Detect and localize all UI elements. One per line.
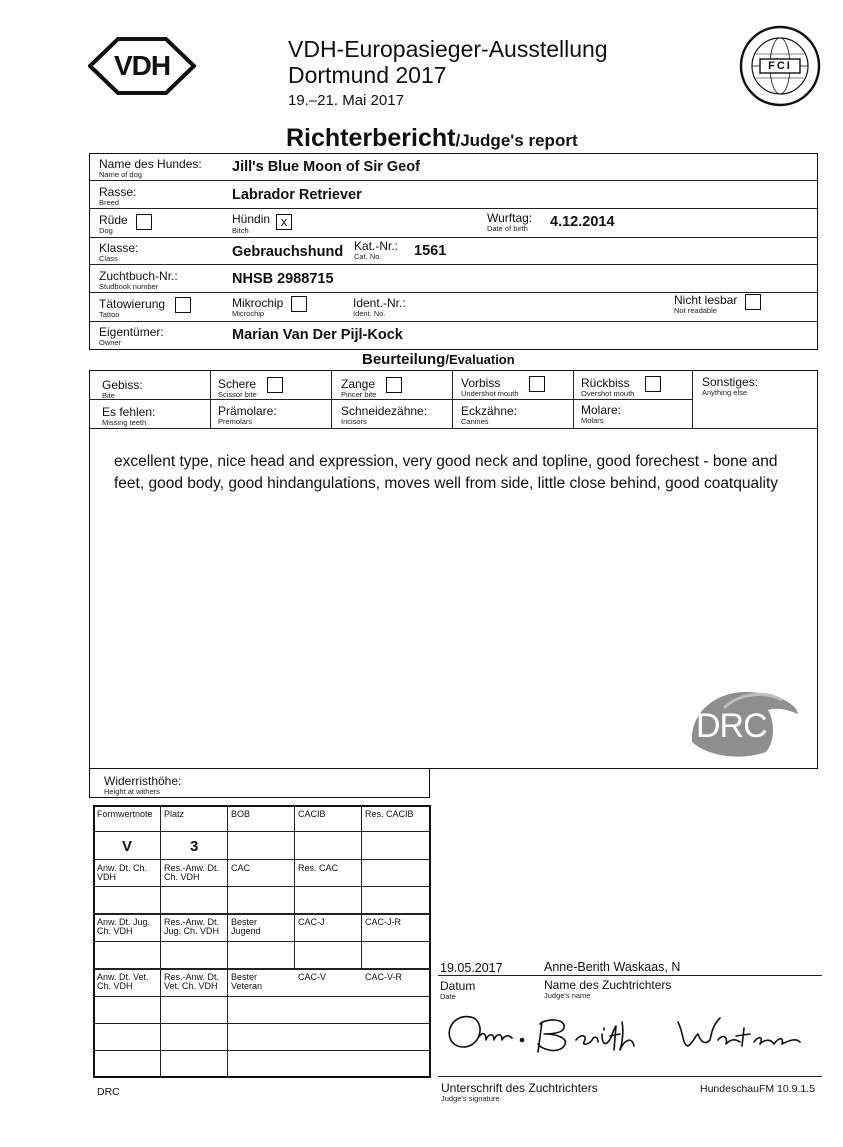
evaluation-title-main: Beurteilung (362, 351, 446, 368)
date-value: 19.05.2017 (440, 961, 503, 975)
date-label: Datum (440, 979, 476, 993)
missing-label: Es fehlen: (102, 405, 156, 419)
grade-header-res-cacib: Res. CACIB (365, 809, 414, 819)
footer-left: DRC (97, 1086, 120, 1098)
canines-label: Eckzähne: (461, 404, 518, 418)
title-anw-dt-ch: Anw. Dt. Ch. VDH (97, 863, 148, 882)
withers-sublabel: Height at withers (104, 787, 160, 796)
title-res-cac: Res. CAC (298, 863, 339, 873)
report-title-main: Richterbericht (286, 124, 456, 152)
footer-right: HundeschauFM 10.9.1.5 (700, 1083, 815, 1095)
premolars-sublabel: Premolars (218, 417, 253, 426)
chip-label: Mikrochip (232, 296, 284, 310)
missing-sublabel: Missing teeth (102, 418, 147, 427)
ident-sublabel: Ident. No. (353, 309, 386, 318)
report-title (286, 124, 578, 153)
title-res-anw-dt-ch: Res.-Anw. Dt. Ch. VDH (164, 863, 220, 882)
undershot-checkbox[interactable] (529, 376, 545, 392)
evaluation-title (362, 351, 515, 369)
overshot-checkbox[interactable] (645, 376, 661, 392)
withers-label: Widerristhöhe: (104, 774, 182, 788)
dog-name-sublabel: Name of dog (99, 170, 142, 179)
vdh-logo-text: VDH (113, 50, 171, 81)
molars-label: Molare: (581, 403, 622, 417)
studbook-value: NHSB 2988715 (232, 271, 334, 287)
chip-sublabel: Microchip (232, 309, 265, 318)
show-title: VDH-Europasieger-Ausstellung (288, 36, 608, 62)
female-checkbox[interactable]: x (276, 214, 292, 230)
chip-checkbox[interactable] (291, 296, 307, 312)
title-anw-dt-vet-ch: Anw. Dt. Vet. Ch. VDH (97, 972, 149, 991)
female-sublabel: Bitch (232, 226, 249, 235)
studbook-label: Zuchtbuch-Nr.: (99, 269, 178, 283)
male-label: Rüde (99, 213, 128, 227)
dob-label: Wurftag: (487, 211, 533, 225)
incisors-label: Schneidezähne: (341, 404, 428, 418)
title-anw-dt-jug-ch: Anw. Dt. Jug. Ch. VDH (97, 917, 151, 936)
ident-label: Ident.-Nr.: (353, 296, 406, 310)
title-cac-v-r: CAC-V-R (365, 972, 403, 982)
premolars-label: Prämolare: (218, 404, 277, 418)
title-bester-veteran: Bester Veteran (231, 972, 263, 991)
undershot-sublabel: Undershot mouth (461, 389, 519, 398)
judge-name-sublabel: Judge's name (544, 991, 591, 1000)
fci-logo-text: FCI (768, 60, 792, 72)
title-cac-j: CAC-J (298, 917, 325, 927)
other-label: Sonstiges: (702, 375, 759, 389)
dob-sublabel: Date of birth (487, 224, 528, 233)
unreadable-label: Nicht lesbar (674, 293, 738, 307)
date-sublabel: Date (440, 992, 456, 1001)
judge-name-label: Name des Zuchtrichters (544, 978, 672, 992)
pincer-sublabel: Pincer bite (341, 390, 377, 399)
grade-value: V (122, 838, 133, 855)
vdh-logo (88, 35, 196, 97)
bite-label: Gebiss: (102, 378, 143, 392)
unreadable-checkbox[interactable] (745, 294, 761, 310)
grade-header-formwertnote: Formwertnote (97, 809, 153, 819)
tattoo-sublabel: Tattoo (99, 310, 120, 319)
class-sublabel: Class (99, 254, 118, 263)
tattoo-label: Tätowierung (99, 297, 166, 311)
overshot-label: Rückbiss (581, 376, 630, 390)
pincer-label: Zange (341, 377, 376, 391)
scissor-sublabel: Scissor bite (218, 390, 257, 399)
title-res-anw-dt-vet-ch: Res.-Anw. Dt. Vet. Ch. VDH (164, 972, 220, 991)
drc-logo (684, 684, 802, 762)
breed-label: Rasse: (99, 185, 137, 199)
owner-sublabel: Owner (99, 338, 122, 347)
pincer-checkbox[interactable] (386, 377, 402, 393)
title-res-anw-dt-jug-ch: Res.-Anw. Dt. Jug. Ch. VDH (164, 917, 220, 936)
breed-value: Labrador Retriever (232, 187, 362, 203)
report-title-sub: /Judge's report (455, 131, 578, 150)
grade-header-cacib: CACIB (298, 809, 326, 819)
evaluation-title-sub: /Evaluation (445, 352, 515, 367)
title-bester-jugend: Bester Jugend (231, 917, 261, 936)
studbook-sublabel: Studbook number (99, 282, 159, 291)
catalog-sublabel: Cat. No. (354, 252, 382, 261)
judge-name-value: Anne-Berith Waskaas, N (544, 960, 681, 974)
signature-label: Unterschrift des Zuchtrichters (441, 1081, 598, 1095)
title-cac: CAC (231, 863, 251, 873)
title-cac-v: CAC-V (298, 972, 327, 982)
other-sublabel: Anything else (702, 388, 748, 397)
dog-name-label: Name des Hundes: (99, 157, 202, 171)
grade-header-platz: Platz (164, 809, 185, 819)
unreadable-sublabel: Not readable (674, 306, 717, 315)
title-cac-j-r: CAC-J-R (365, 917, 401, 927)
canines-sublabel: Canines (461, 417, 489, 426)
dob-value: 4.12.2014 (550, 214, 615, 230)
owner-value: Marian Van Der Pijl-Kock (232, 327, 403, 343)
male-sublabel: Dog (99, 226, 113, 235)
dog-name-value: Jill's Blue Moon of Sir Geof (232, 159, 420, 175)
bite-sublabel: Bite (102, 391, 115, 400)
judge-signature (438, 1004, 818, 1064)
class-label: Klasse: (99, 241, 139, 255)
drc-logo-text: DRC (696, 707, 767, 745)
catalog-label: Kat.-Nr.: (354, 239, 399, 253)
male-checkbox[interactable] (136, 214, 152, 230)
catalog-value: 1561 (414, 243, 447, 259)
show-dates: 19.–21. Mai 2017 (288, 92, 404, 109)
evaluation-text: excellent type, nice head and expression, very good neck and topline, good forechest - bone and feet, good body, good hindangulations, moves well from side, little close behind, good coatquality (114, 453, 779, 492)
class-value: Gebrauchshund (232, 244, 344, 260)
signature-sublabel: Judge's signature (441, 1094, 500, 1103)
female-label: Hündin (232, 212, 271, 226)
show-location: Dortmund 2017 (288, 62, 447, 88)
tattoo-checkbox[interactable] (175, 297, 191, 313)
owner-label: Eigentümer: (99, 325, 164, 339)
grade-header-bob: BOB (231, 809, 251, 819)
incisors-sublabel: Incisors (341, 417, 367, 426)
breed-sublabel: Breed (99, 198, 120, 207)
scissor-label: Schere (218, 377, 257, 391)
undershot-label: Vorbiss (461, 376, 501, 390)
fci-logo (738, 24, 822, 108)
scissor-checkbox[interactable] (267, 377, 283, 393)
molars-sublabel: Molars (581, 416, 604, 425)
overshot-sublabel: Overshot mouth (581, 389, 635, 398)
place-value: 3 (190, 838, 199, 855)
